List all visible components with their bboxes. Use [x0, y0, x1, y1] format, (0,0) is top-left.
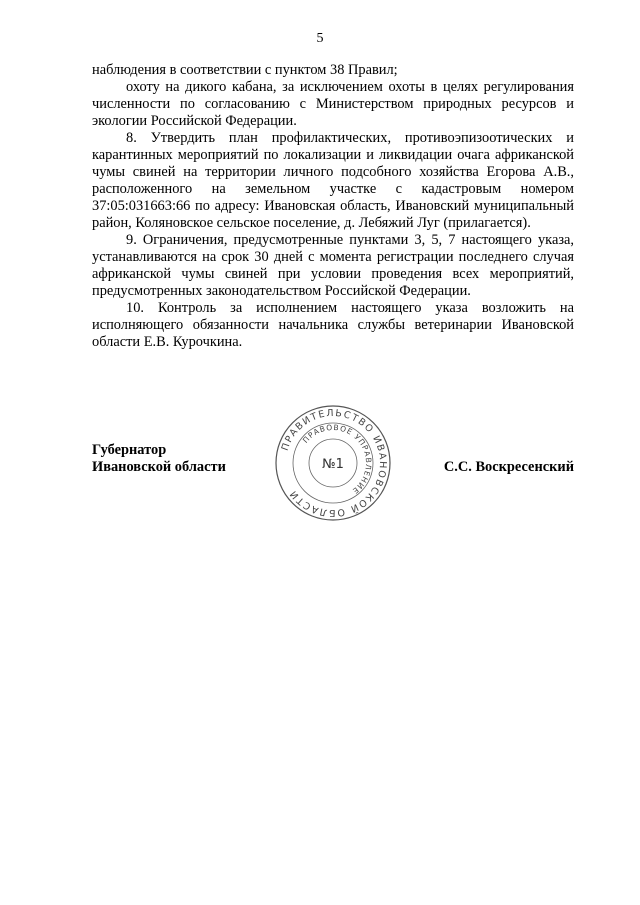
paragraph-continuation: наблюдения в соответствии с пунктом 38 Правил;: [92, 62, 398, 78]
official-seal: [273, 403, 393, 523]
document-body: [92, 62, 574, 351]
paragraph-hunting: охоту на дикого кабана, за исключением охоты в целях регулирования численности по согласованию с Министерством природных ресурсов и экологии Российской Федерации.: [92, 79, 574, 129]
page-number: 5: [316, 31, 324, 46]
paragraph-item-10: 10. Контроль за исполнением настоящего указа возложить на исполняющего обязанности начальника службы ветеринарии Ивановской области Е.В. Курочкина.: [92, 300, 574, 350]
signatory-title: Губернатор: [92, 442, 167, 458]
signatory-name: С.С. Воскресенский: [443, 459, 574, 475]
signatory-region: Ивановской области: [92, 459, 226, 475]
paragraph-item-9: 9. Ограничения, предусмотренные пунктами 3, 5, 7 настоящего указа, устанавливаются на срок 30 дней с момента регистрации последнего случая африканской чумы свиней при условии проведения всех мероприятий, предусмотренных законодательством Российской Федерации.: [92, 232, 574, 299]
paragraph-item-8: 8. Утвердить план профилактических, противоэпизоотических и карантинных мероприятий по локализации и ликвидации очага африканской чумы свиней на территории личного подсобного хозяйства Егорова А.В., расположенного на земельном участке с кадастровым номером 37:05:031663:66 по адресу: Ивановская область, Ивановский муниципальный район, Коляновское сельское поселение, д. Лебяжий Луг (прилагается).: [92, 130, 574, 231]
seal-inner-text: ПРАВОВОЕ УПРАВЛЕНИЕ: [300, 422, 374, 496]
seal-number: №1: [322, 457, 344, 472]
seal-outer-text: ПРАВИТЕЛЬСТВО ИВАНОВСКОЙ ОБЛАСТИ: [279, 407, 389, 519]
signatory-position: [92, 442, 226, 476]
